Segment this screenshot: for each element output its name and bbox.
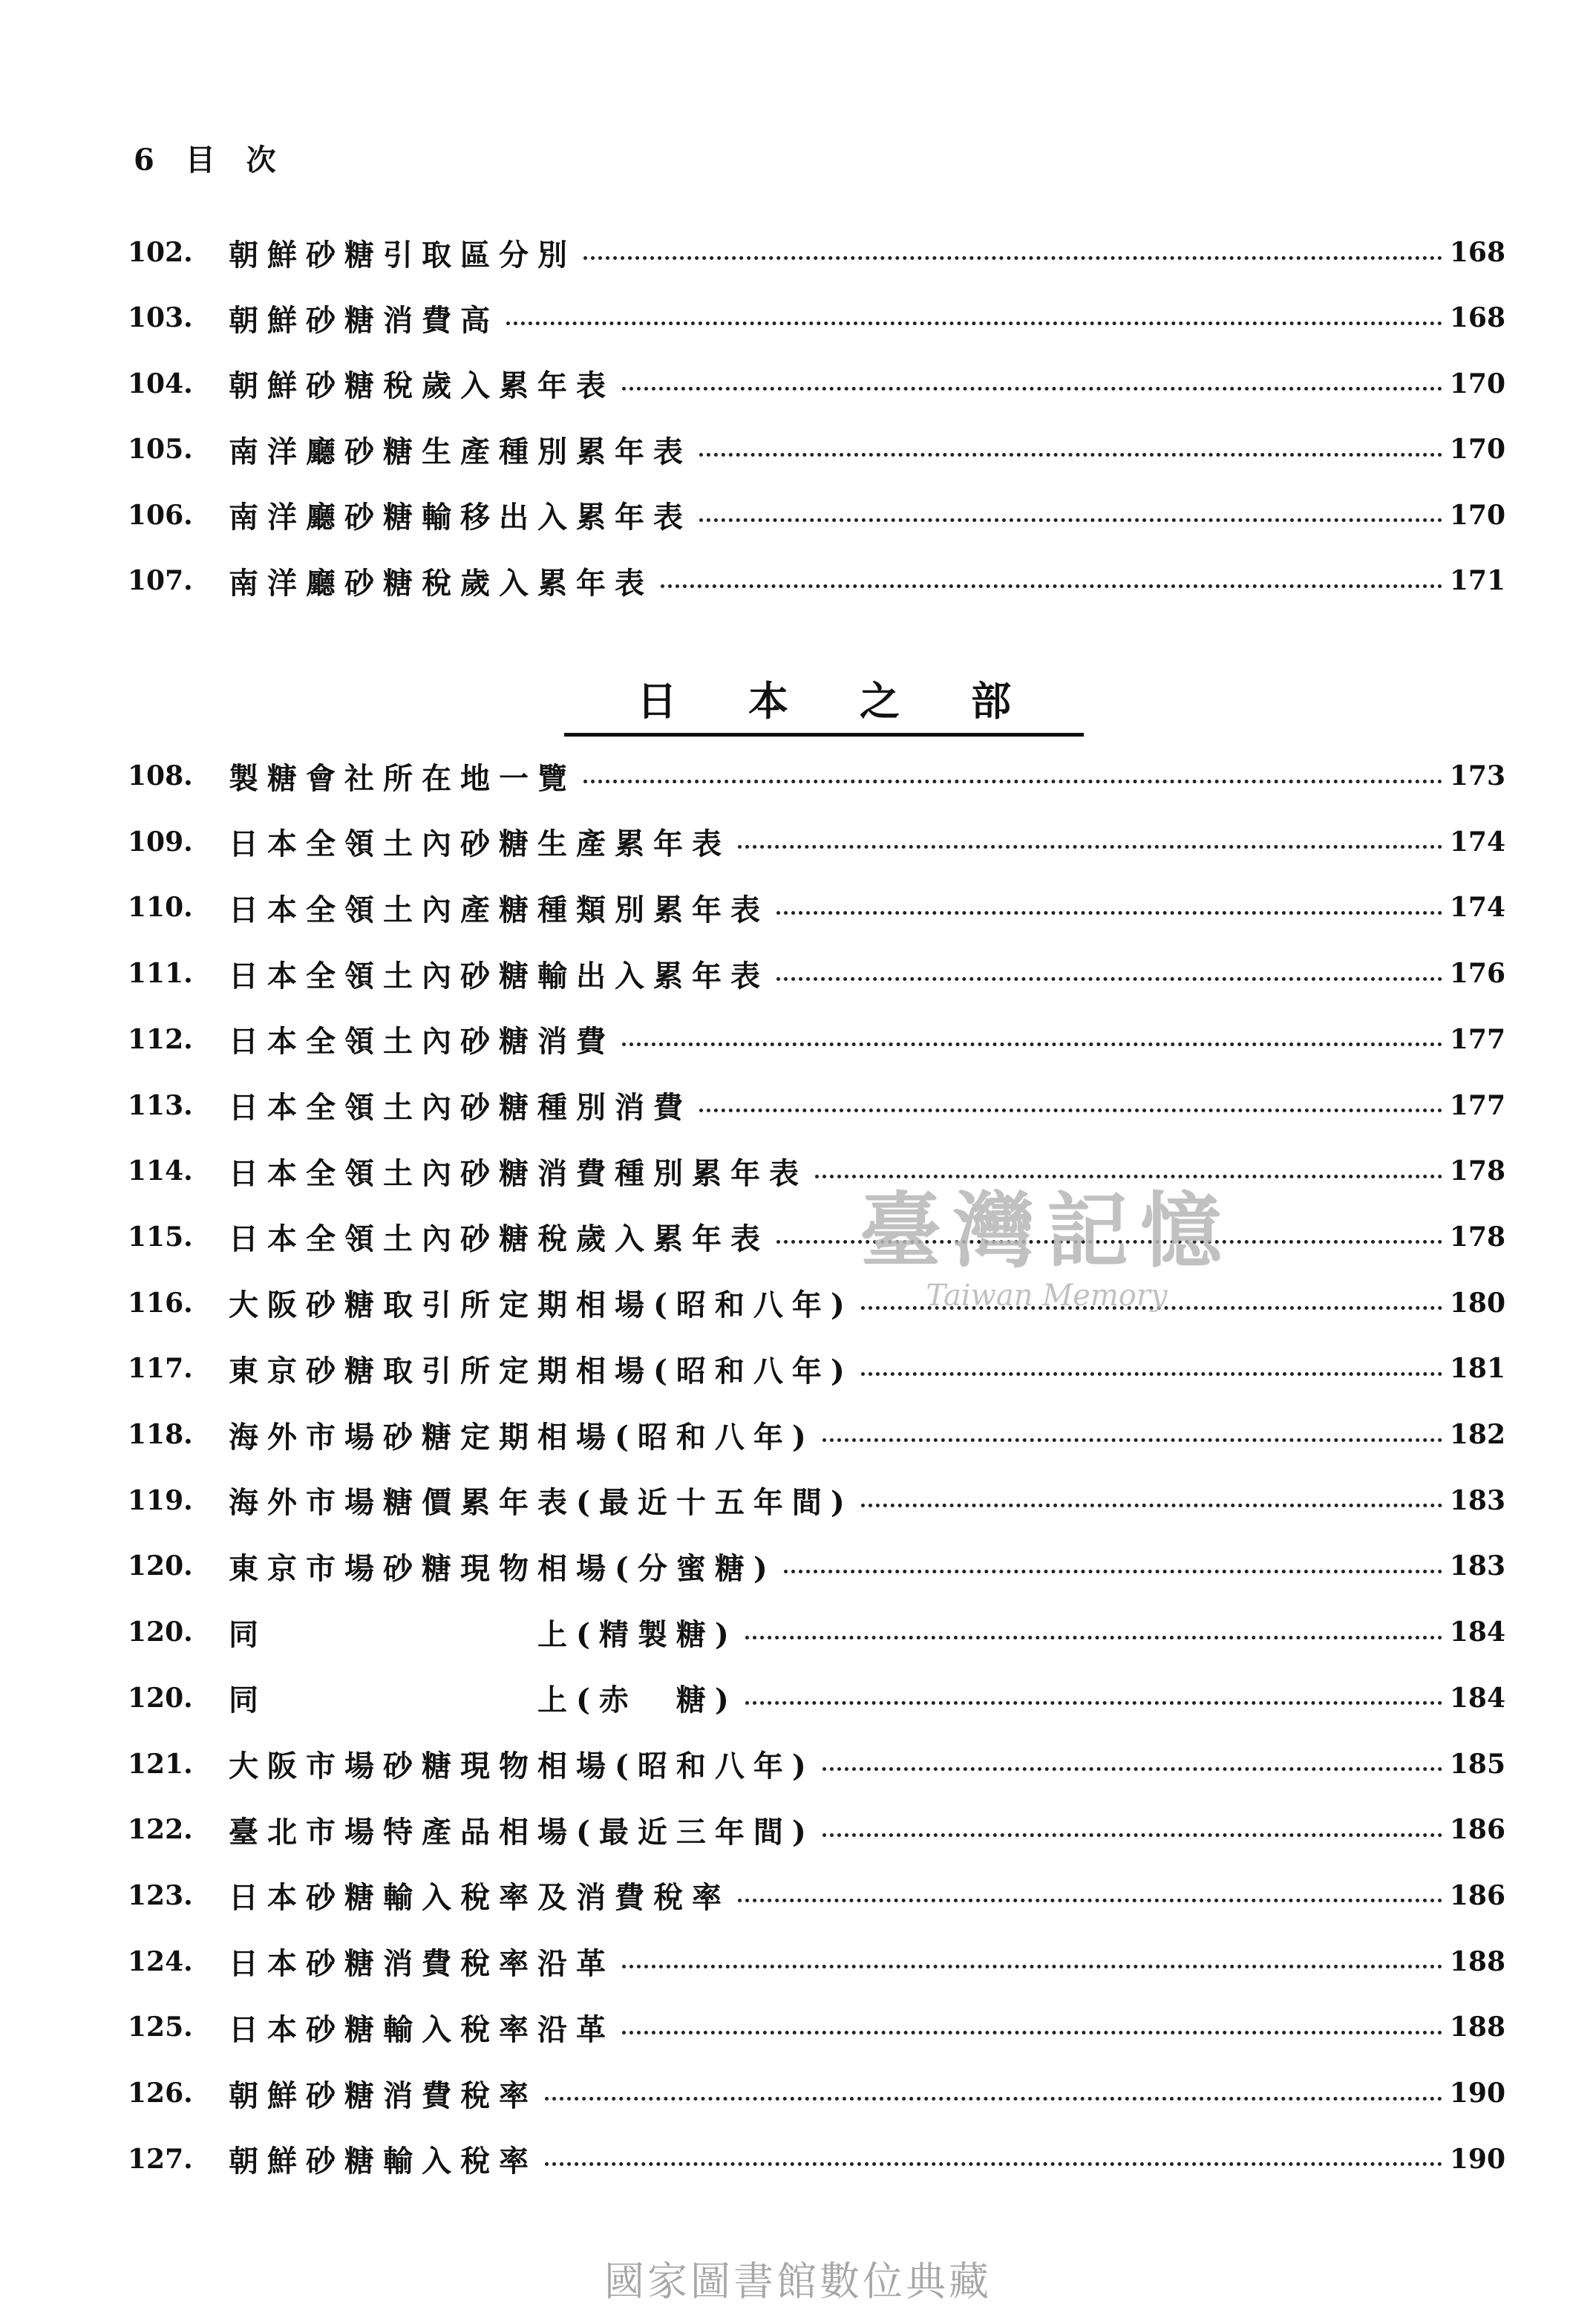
toc-entry-page: 183 xyxy=(1449,1484,1505,1516)
toc-entry-page: 185 xyxy=(1449,1748,1505,1780)
toc-entry-page: 188 xyxy=(1449,1945,1505,1977)
toc-entry-title: 日本全領土內砂糖消費 xyxy=(229,1024,615,1060)
toc-entry-body xyxy=(229,2071,1505,2115)
toc-entry-number: 126. xyxy=(128,2078,193,2109)
toc-entry-number: 107. xyxy=(128,565,193,596)
toc-entry[interactable] xyxy=(0,230,1596,275)
toc-entry-number: 104. xyxy=(128,368,193,399)
toc-entry-page: 174 xyxy=(1449,826,1505,858)
toc-entry[interactable] xyxy=(0,1676,1596,1720)
toc-entry-number: 116. xyxy=(128,1287,193,1319)
dot-leader xyxy=(861,1504,1442,1507)
toc-entry-body xyxy=(229,1083,1505,1128)
toc-entry-number: 127. xyxy=(128,2143,193,2175)
toc-entry-body xyxy=(229,558,1505,603)
toc-entry-body xyxy=(229,754,1505,798)
toc-entry-body xyxy=(229,1478,1505,1523)
toc-entry-body xyxy=(229,1412,1505,1457)
toc-entry-body xyxy=(229,427,1505,471)
toc-entry-title: 海外市場糖價累年表(最近十五年間) xyxy=(229,1485,854,1521)
toc-entry-number: 124. xyxy=(128,1945,193,1977)
dot-leader xyxy=(776,911,1442,915)
dot-leader xyxy=(661,584,1442,588)
toc-entry[interactable] xyxy=(0,1742,1596,1786)
dot-leader xyxy=(583,256,1442,260)
toc-entry-title: 東京市場砂糖現物相場(分蜜糖) xyxy=(229,1550,776,1586)
toc-entry[interactable] xyxy=(0,754,1596,798)
toc-entry-body xyxy=(229,362,1505,406)
toc-entry[interactable] xyxy=(0,1017,1596,1062)
dot-leader xyxy=(622,387,1442,391)
footer-collection-mark: 國家圖書館數位典藏 xyxy=(604,2258,992,2305)
toc-entry-title: 日本全領土內砂糖種別消費 xyxy=(229,1090,692,1125)
toc-entry[interactable] xyxy=(0,1939,1596,1984)
dot-leader xyxy=(622,1965,1442,1968)
toc-entry-body xyxy=(229,1676,1505,1720)
toc-entry-body xyxy=(229,1939,1505,1984)
dot-leader xyxy=(545,2097,1442,2101)
toc-entry[interactable] xyxy=(0,1346,1596,1391)
toc-entry-number: 106. xyxy=(128,499,193,531)
toc-entry-body xyxy=(229,493,1505,538)
dot-leader xyxy=(776,977,1442,981)
toc-entry[interactable] xyxy=(0,427,1596,471)
toc-entry-number: 120. xyxy=(128,1550,193,1582)
toc-entry[interactable] xyxy=(0,1149,1596,1193)
toc-entry-title: 東京砂糖取引所定期相場(昭和八年) xyxy=(229,1353,854,1389)
dot-leader xyxy=(506,322,1442,325)
toc-entry-title: 大阪市場砂糖現物相場(昭和八年) xyxy=(229,1749,815,1784)
toc-entry-page: 170 xyxy=(1449,434,1505,466)
toc-entry-title: 臺北市場特產品相場(最近三年間) xyxy=(229,1814,815,1850)
dot-leader xyxy=(583,780,1442,783)
section-heading: 日本之部 xyxy=(564,670,1084,737)
toc-entry-page: 177 xyxy=(1449,1089,1505,1121)
toc-entry-page: 176 xyxy=(1449,958,1505,990)
dot-leader xyxy=(545,2162,1442,2166)
toc-entry[interactable] xyxy=(0,885,1596,930)
toc-entry[interactable] xyxy=(0,2071,1596,2115)
toc-entry-page: 186 xyxy=(1449,1814,1505,1846)
toc-entry-title: 日本全領土內砂糖稅歲入累年表 xyxy=(229,1221,769,1257)
toc-entry-title: 日本全領土內砂糖輸出入累年表 xyxy=(229,958,769,993)
toc-entry-page: 174 xyxy=(1449,892,1505,924)
toc-entry-body xyxy=(229,1873,1505,1918)
toc-entry-title: 日本砂糖消費稅率沿革 xyxy=(229,1946,615,1982)
toc-entry[interactable] xyxy=(0,296,1596,340)
toc-entry-number: 115. xyxy=(128,1221,193,1253)
dot-leader xyxy=(861,1372,1442,1376)
toc-entry-body xyxy=(229,820,1505,864)
dot-leader xyxy=(622,1042,1442,1046)
toc-entry-number: 111. xyxy=(128,958,193,990)
toc-entry-title: 日本砂糖輸入稅率及消費稅率 xyxy=(229,1880,730,1916)
toc-entry-number: 110. xyxy=(128,892,193,924)
watermark-sub-text: Taiwan Memory xyxy=(926,1279,1168,1313)
dot-leader xyxy=(822,1767,1442,1771)
toc-entry-body xyxy=(229,1544,1505,1588)
toc-entry[interactable] xyxy=(0,493,1596,538)
dot-leader xyxy=(699,518,1442,522)
toc-entry-page: 190 xyxy=(1449,2143,1505,2175)
toc-entry-page: 177 xyxy=(1449,1023,1505,1055)
dot-leader xyxy=(745,1701,1442,1705)
toc-entry-body xyxy=(229,230,1505,275)
toc-entry-number: 108. xyxy=(128,760,193,792)
toc-entry-number: 102. xyxy=(128,237,193,268)
dot-leader xyxy=(699,453,1442,457)
toc-entry-title: 同 上(精製糖) xyxy=(229,1616,738,1652)
toc-entry-number: 119. xyxy=(128,1484,193,1516)
toc-entry-page: 171 xyxy=(1449,565,1505,596)
dot-leader xyxy=(745,1636,1442,1639)
toc-entry-page: 178 xyxy=(1449,1221,1505,1253)
toc-entry-title: 製糖會社所在地一覽 xyxy=(229,760,576,796)
toc-entry-number: 109. xyxy=(128,826,193,858)
toc-entry-title: 朝鮮砂糖稅歲入累年表 xyxy=(229,368,615,404)
toc-entry-title: 日本全領土內砂糖生產累年表 xyxy=(229,826,730,862)
toc-entry[interactable] xyxy=(0,951,1596,996)
page-header: 6 目 次 xyxy=(134,143,287,177)
toc-entry-body xyxy=(229,1610,1505,1654)
dot-leader xyxy=(699,1109,1442,1112)
toc-entry-title: 日本砂糖輸入稅率沿革 xyxy=(229,2011,615,2047)
toc-entry-number: 114. xyxy=(128,1155,193,1187)
toc-entry-title: 日本全領土內產糖種類別累年表 xyxy=(229,892,769,927)
dot-leader xyxy=(822,1438,1442,1442)
toc-entry-page: 170 xyxy=(1449,368,1505,399)
toc-entry[interactable] xyxy=(0,1807,1596,1852)
toc-entry-page: 180 xyxy=(1449,1287,1505,1319)
toc-entry[interactable] xyxy=(0,1544,1596,1588)
toc-entry[interactable] xyxy=(0,1215,1596,1259)
toc-entry-page: 182 xyxy=(1449,1419,1505,1450)
toc-entry-number: 117. xyxy=(128,1353,193,1385)
toc-entry-title: 南洋廳砂糖輸移出入累年表 xyxy=(229,500,692,535)
toc-entry-number: 113. xyxy=(128,1089,193,1121)
toc-entry[interactable] xyxy=(0,2137,1596,2182)
toc-entry-number: 105. xyxy=(128,434,193,466)
toc-entry-page: 170 xyxy=(1449,499,1505,531)
toc-entry-title: 大阪砂糖取引所定期相場(昭和八年) xyxy=(229,1288,854,1323)
toc-entry-title: 日本全領土內砂糖消費種別累年表 xyxy=(229,1155,808,1191)
toc-entry[interactable] xyxy=(0,362,1596,406)
toc-entry-number: 122. xyxy=(128,1814,193,1846)
toc-entry[interactable] xyxy=(0,558,1596,603)
toc-entry[interactable] xyxy=(0,2005,1596,2049)
toc-entry-number: 120. xyxy=(128,1616,193,1648)
toc-entry-title: 南洋廳砂糖生產種別累年表 xyxy=(229,434,692,469)
toc-entry-number: 118. xyxy=(128,1419,193,1450)
toc-entry-number: 121. xyxy=(128,1748,193,1780)
toc-entry-title: 朝鮮砂糖輸入稅率 xyxy=(229,2144,537,2179)
toc-entry-body xyxy=(229,1017,1505,1062)
toc-entry-number: 120. xyxy=(128,1682,193,1714)
toc-entry-page: 190 xyxy=(1449,2078,1505,2109)
toc-entry-number: 112. xyxy=(128,1023,193,1055)
toc-entry-page: 184 xyxy=(1449,1616,1505,1648)
watermark-main-text: 臺灣記憶 xyxy=(860,1183,1234,1279)
toc-entry-page: 178 xyxy=(1449,1155,1505,1187)
toc-entry[interactable] xyxy=(0,1281,1596,1325)
toc-entry-page: 188 xyxy=(1449,2011,1505,2043)
toc-entry-title: 南洋廳砂糖稅歲入累年表 xyxy=(229,565,653,601)
toc-entry-title: 海外市場砂糖定期相場(昭和八年) xyxy=(229,1419,815,1455)
toc-entry-title: 同 上(赤 糖) xyxy=(229,1683,738,1718)
toc-entry-body xyxy=(229,1346,1505,1391)
watermark-logo xyxy=(805,1166,1288,1313)
toc-entry[interactable] xyxy=(0,820,1596,864)
toc-entry-body xyxy=(229,1742,1505,1786)
toc-entry-page: 168 xyxy=(1449,302,1505,334)
toc-entry-title: 朝鮮砂糖消費稅率 xyxy=(229,2078,537,2113)
toc-entry-title: 朝鮮砂糖消費高 xyxy=(229,302,499,338)
toc-entry-body xyxy=(229,2005,1505,2049)
toc-entry-page: 173 xyxy=(1449,760,1505,792)
toc-entry-body xyxy=(229,2137,1505,2182)
toc-entry-number: 123. xyxy=(128,1879,193,1911)
toc-entry[interactable] xyxy=(0,1083,1596,1128)
toc-entry-body xyxy=(229,951,1505,996)
dot-leader xyxy=(738,845,1442,849)
toc-entry-body xyxy=(229,885,1505,930)
toc-entry-number: 103. xyxy=(128,302,193,334)
dot-leader xyxy=(822,1833,1442,1837)
toc-entry-page: 168 xyxy=(1449,237,1505,268)
toc-entry-page: 181 xyxy=(1449,1353,1505,1385)
toc-entry-body xyxy=(229,1807,1505,1852)
toc-entry-number: 125. xyxy=(128,2011,193,2043)
toc-entry[interactable] xyxy=(0,1873,1596,1918)
dot-leader xyxy=(784,1570,1442,1573)
toc-entry-page: 186 xyxy=(1449,1879,1505,1911)
toc-entry-title: 朝鮮砂糖引取區分別 xyxy=(229,237,576,273)
toc-entry[interactable] xyxy=(0,1610,1596,1654)
dot-leader xyxy=(622,2031,1442,2034)
toc-entry[interactable] xyxy=(0,1412,1596,1457)
dot-leader xyxy=(738,1899,1442,1902)
toc-entry-page: 184 xyxy=(1449,1682,1505,1714)
toc-entry-body xyxy=(229,296,1505,340)
toc-entry-page: 183 xyxy=(1449,1550,1505,1582)
toc-entry[interactable] xyxy=(0,1478,1596,1523)
